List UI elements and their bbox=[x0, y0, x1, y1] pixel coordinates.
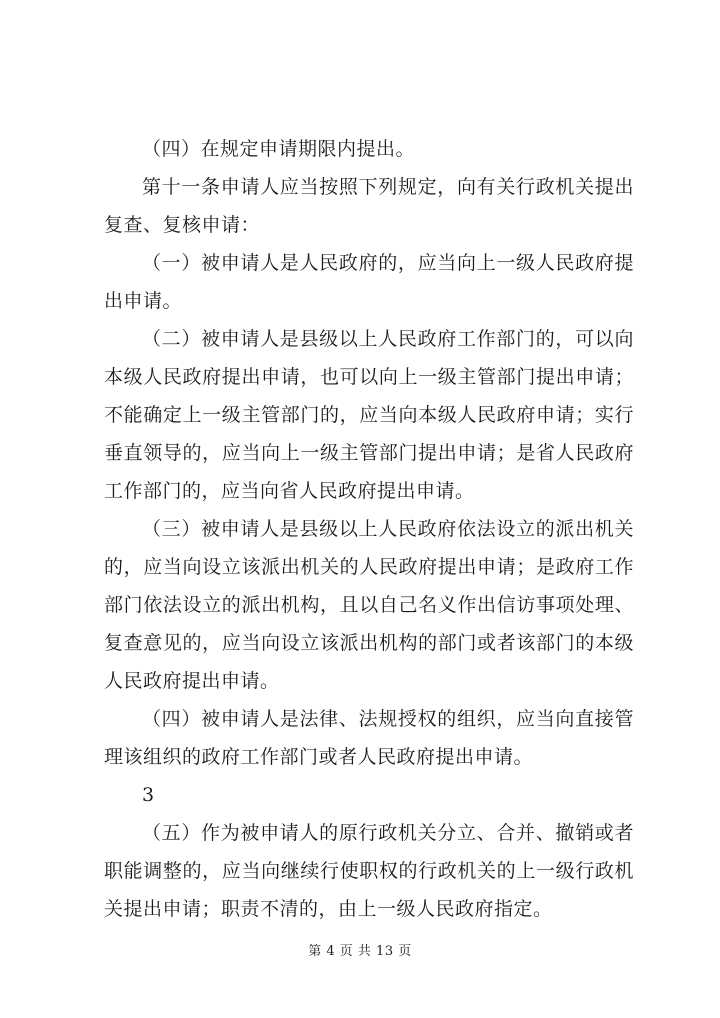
paragraph-item-1: （一）被申请人是人民政府的，应当向上一级人民政府提出申请。 bbox=[104, 252, 634, 312]
page-footer: 第 4 页 共 13 页 bbox=[308, 944, 412, 959]
document-body bbox=[104, 130, 634, 928]
paragraph-item-5: （五）作为被申请人的原行政机关分立、合并、撤销或者职能调整的，应当向继续行使职权的行政机关的上一级行政机关提出申请；职责不清的，由上一级人民政府指定。 bbox=[104, 822, 634, 920]
paragraph-item-4: （四）被申请人是法律、法规授权的组织，应当向直接管理该组织的政府工作部门或者人民政府提出申请。 bbox=[104, 708, 634, 768]
inline-page-number: 3 bbox=[142, 784, 155, 806]
paragraph-deadline: （四）在规定申请期限内提出。 bbox=[142, 138, 416, 160]
paragraph-item-3: （三）被申请人是县级以上人民政府依法设立的派出机关的，应当向设立该派出机关的人民政府提出申请；是政府工作部门依法设立的派出机构，且以自己名义作出信访事项处理、复查意见的，应当向设立该派出机构的部门或者该部门的本级人民政府提出申请。 bbox=[104, 518, 634, 692]
paragraph-item-2: （二）被申请人是县级以上人民政府工作部门的，可以向本级人民政府提出申请，也可以向上一级主管部门提出申请；不能确定上一级主管部门的，应当向本级人民政府申请；实行垂直领导的，应当向上一级主管部门提出申请；是省人民政府工作部门的，应当向省人民政府提出申请。 bbox=[104, 328, 634, 502]
paragraph-article-11: 第十一条申请人应当按照下列规定，向有关行政机关提出复查、复核申请： bbox=[104, 176, 634, 236]
